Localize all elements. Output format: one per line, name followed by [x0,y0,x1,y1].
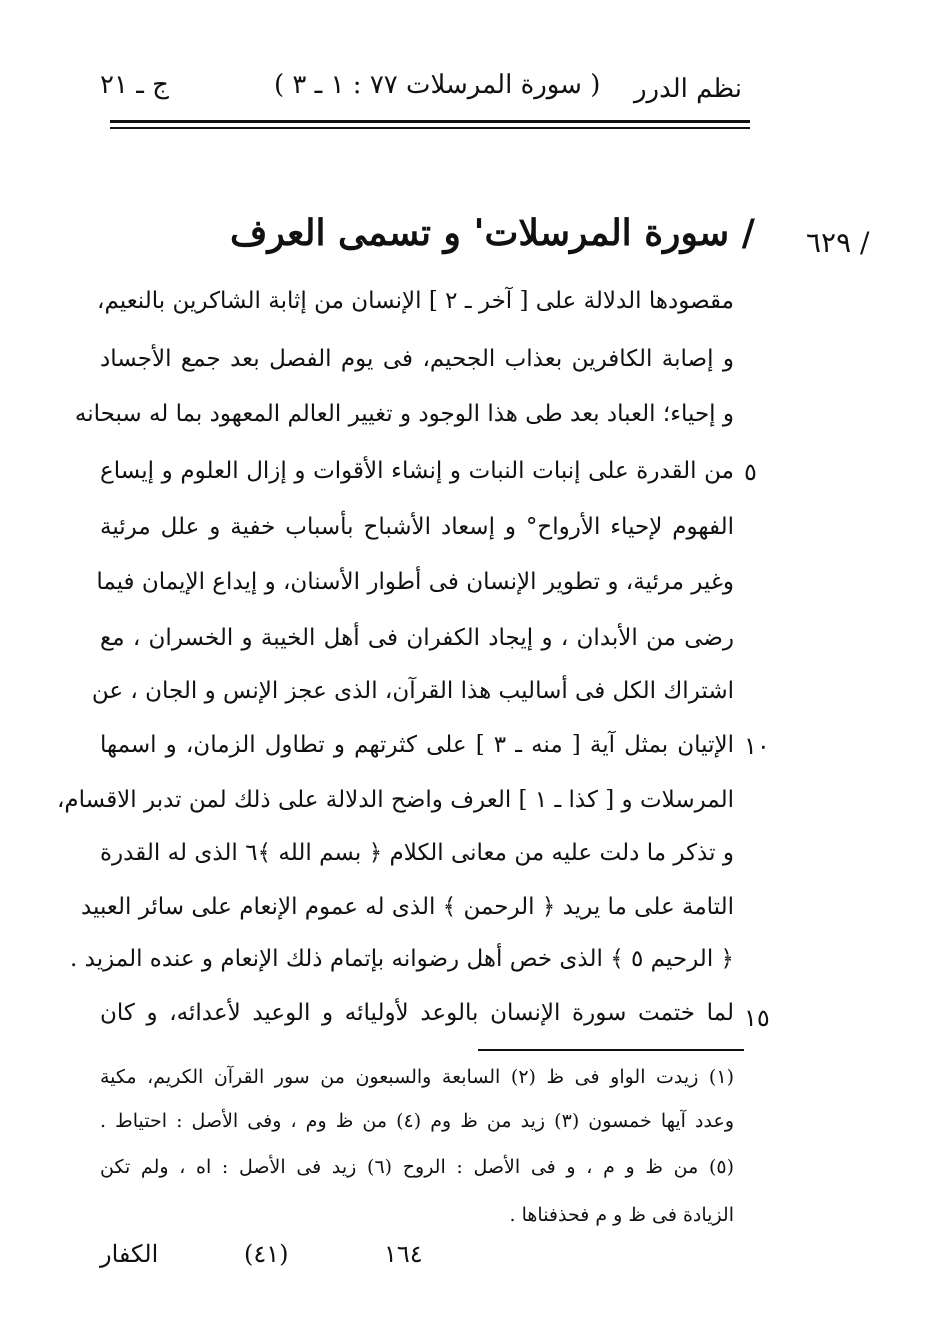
text-line: رضى من الأبدان ، و إيجاد الكفران فى أهل الخيبة و الخسران ، مع [100,625,734,651]
text-line: المرسلات و [ كذا ـ ١ ] العرف واضح الدلالة على ذلك لمن تدبر الاقسام، [57,787,734,813]
header-rule [110,120,750,123]
line-number: ١٠ [744,732,770,760]
footnote-line: (٥) من ظ و م ، و فى الأصل : الروح (٦) زيد فى الأصل : اه ، ولم تكن [100,1156,734,1178]
text-line: ﴿ الرحيم ٥ ﴾ الذى خص أهل رضوانه بإتمام ذلك الإنعام و عنده المزيد . [70,946,734,972]
text-line: و تذكر ما دلت عليه من معانى الكلام ﴿ بسم الله ﴾٦ الذى له القدرة [100,840,734,866]
text-line: مقصودها الدلالة على [ آخر ـ ٢ ] الإنسان من إثابة الشاكرين بالنعيم، [97,288,734,314]
text-line: التامة على ما يريد ﴿ الرحمن ﴾ الذى له عموم الإنعام على سائر العبيد [80,894,734,920]
text-line: الإتيان بمثل آية [ منه ـ ٣ ] على كثرتهم و تطاول الزمان، و اسمها [100,732,734,758]
text-line: وغير مرئية، و تطوير الإنسان فى أطوار الأسنان، و إيداع الإيمان فيما [96,569,734,595]
manuscript-page-marker: / ٦٢٩ [806,226,870,259]
footnote-line: وعدد آيها خمسون (٣) زيد من ظ وم (٤) من ظ وم ، وفى الأصل : احتياط . [100,1110,734,1132]
surah-reference: ( سورة المرسلات ٧٧ : ١ ـ ٣ ) [274,70,601,100]
signature-mark: (٤١) [244,1240,289,1268]
text-line: الفهوم لإحياء الأرواح° و إسعاد الأشباح بأسباب خفية و علل مرئية [100,514,734,540]
catchword: الكفار [100,1240,159,1268]
text-line: و إحياء؛ العباد بعد طى هذا الوجود و تغيير العالم المعهود بما له سبحانه [74,401,734,427]
line-number: ٥ [744,458,757,486]
text-line: و إصابة الكافرين بعذاب الجحيم، فى يوم الفصل بعد جمع الأجساد [100,346,734,372]
footnote-rule [478,1049,744,1051]
footnote-line: الزيادة فى ظ و م فحذفناها . [509,1204,734,1226]
surah-title: / سورة المرسلات' و تسمى العرف [230,212,755,254]
footnote-line: (١) زيدت الواو فى ظ (٢) السابعة والسبعون من سور القرآن الكريم، مكية [100,1066,734,1088]
line-number: ١٥ [744,1004,770,1032]
page-number: ١٦٤ [384,1240,423,1268]
text-line: لما ختمت سورة الإنسان بالوعد لأوليائه و الوعيد لأعدائه، و كان [100,1000,734,1026]
header-rule-thin [110,127,750,129]
book-title: نظم الدرر [633,74,742,104]
text-line: من القدرة على إنبات النبات و إنشاء الأقوات و إزال العلوم و إيساع [100,458,734,484]
text-line: اشتراك الكل فى أساليب هذا القرآن، الذى عجز الإنس و الجان ، عن [91,678,734,704]
juz-label: ج ـ ٢١ [100,70,169,100]
